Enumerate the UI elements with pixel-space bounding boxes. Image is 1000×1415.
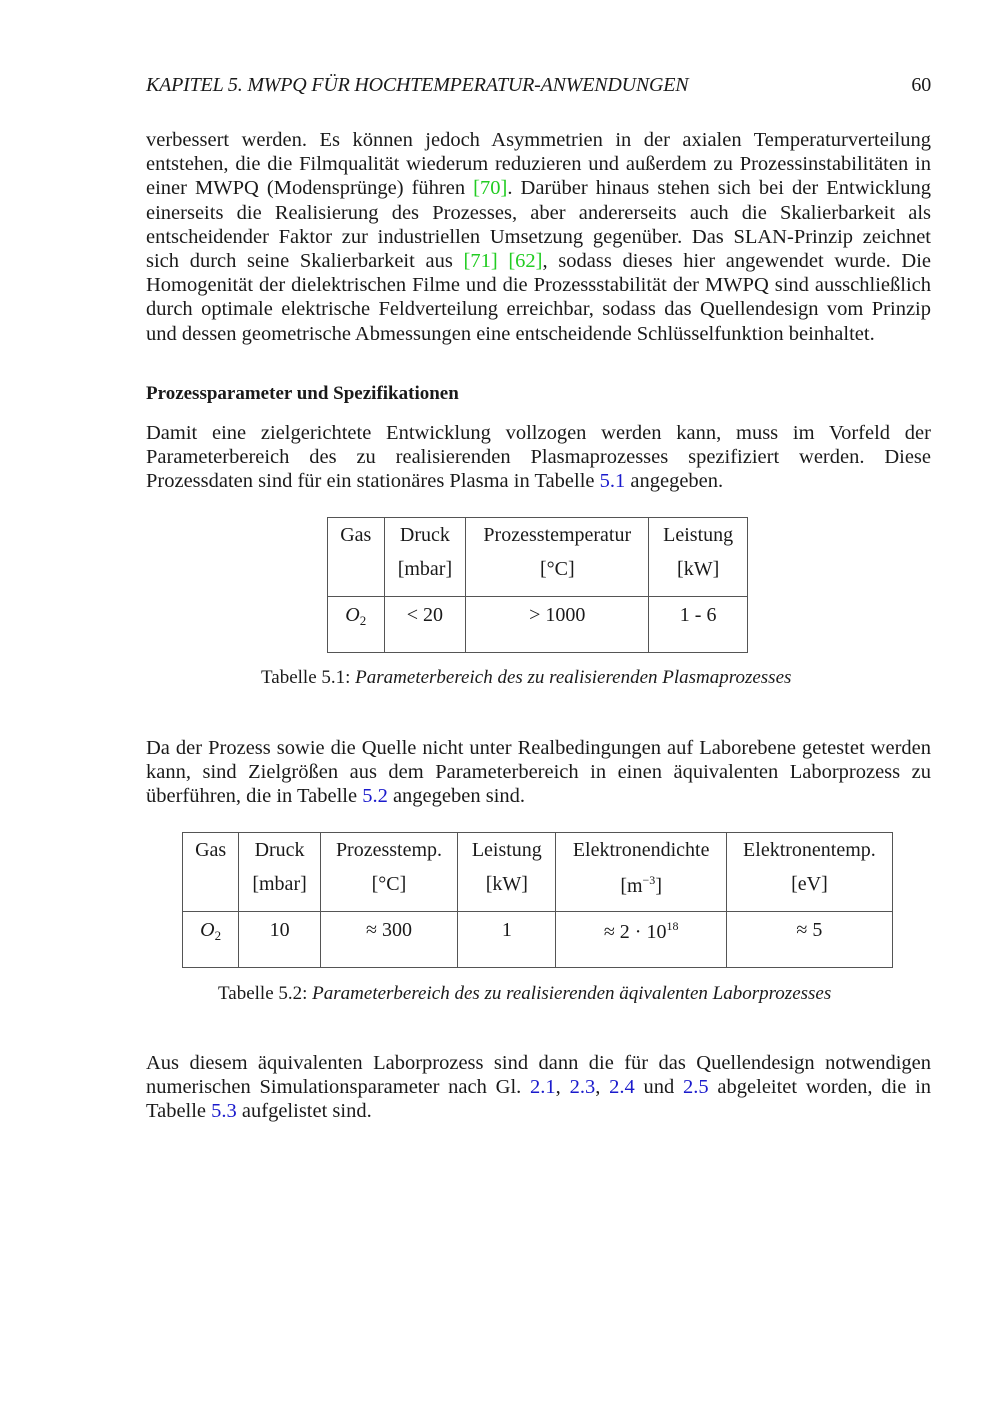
table-reference-link[interactable]: 5.3 xyxy=(211,1100,237,1123)
unit-cell xyxy=(556,869,726,912)
table-unit-row xyxy=(328,554,748,597)
text: angegeben sind. xyxy=(387,785,526,808)
density-exponent: 18 xyxy=(666,919,679,933)
paragraph-2 xyxy=(146,421,931,494)
citation-link[interactable]: [71] xyxy=(463,250,498,273)
gas-subscript: 2 xyxy=(214,928,222,943)
unit-exponent: −3 xyxy=(642,873,656,887)
electron-density-cell xyxy=(556,912,726,968)
pressure-cell: 10 xyxy=(239,912,321,968)
unit-cell xyxy=(183,869,239,912)
caption-label: Tabelle 5.2: xyxy=(218,983,308,1004)
caption-text: Parameterbereich des zu realisierenden Plasmaprozesses xyxy=(355,667,792,688)
table-5-2-caption xyxy=(218,983,831,1005)
unit-text: ] xyxy=(655,875,662,897)
column-header: Druck xyxy=(239,833,321,870)
gas-symbol: O xyxy=(345,604,360,626)
column-header: Leistung xyxy=(458,833,556,870)
paragraph-1 xyxy=(146,128,931,346)
column-header: Druck xyxy=(384,518,466,555)
density-value: ≈ 2 · 10 xyxy=(603,921,667,943)
equation-reference-link[interactable]: 2.3 xyxy=(569,1076,596,1099)
column-header: Gas xyxy=(183,833,239,870)
gas-cell xyxy=(183,912,239,968)
caption-text: Parameterbereich des zu realisierenden äqivalenten Laborprozesses xyxy=(312,983,832,1004)
table-row xyxy=(183,912,893,968)
text: verbessert werden. Es können jedoch Asymmetrien in der axialen Temperaturverteilung entstehen, die die Filmqualität wiederum reduzieren und außerdem zu Prozessinstabilitäten in einer MWPQ (Modensprünge) führen xyxy=(146,129,931,200)
text: und xyxy=(634,1076,684,1099)
section-heading: Prozessparameter und Spezifikationen xyxy=(146,383,459,404)
unit-cell: [°C] xyxy=(466,554,649,597)
citation-link[interactable]: [62] xyxy=(508,250,543,273)
gas-cell xyxy=(328,597,385,653)
table-5-1-caption xyxy=(261,667,791,689)
citation-link[interactable]: [70] xyxy=(473,177,508,200)
power-cell: 1 - 6 xyxy=(649,597,748,653)
text: , xyxy=(555,1076,570,1099)
unit-cell: [°C] xyxy=(320,869,457,912)
unit-cell: [mbar] xyxy=(239,869,321,912)
table-reference-link[interactable]: 5.2 xyxy=(362,785,388,808)
equation-reference-link[interactable]: 2.5 xyxy=(683,1076,709,1099)
unit-cell: [mbar] xyxy=(384,554,466,597)
gas-symbol: O xyxy=(200,919,215,941)
paragraph-4 xyxy=(146,1051,931,1124)
temperature-cell: > 1000 xyxy=(466,597,649,653)
unit-text: [m xyxy=(620,875,643,897)
column-header: Elektronentemp. xyxy=(726,833,892,870)
running-header xyxy=(146,74,931,100)
text: , xyxy=(595,1076,610,1099)
text: Da der Prozess sowie die Quelle nicht unter Realbedingungen auf Laborebene getestet werden kann, sind Zielgrößen aus dem Parameterbereich in einen äquivalenten Laborprozess zu überführen, die in Tabelle xyxy=(146,737,931,808)
table-5-1 xyxy=(327,517,748,653)
text: Aus diesem äquivalenten Laborprozess sind dann die für das Quellendesign notwendigen numerischen Simulationsparameter nach Gl. xyxy=(146,1052,931,1099)
column-header: Prozesstemp. xyxy=(320,833,457,870)
table-header-row xyxy=(328,518,748,555)
paragraph-3 xyxy=(146,736,931,809)
table-5-2 xyxy=(182,832,893,968)
column-header: Elektronendichte xyxy=(556,833,726,870)
table-header-row xyxy=(183,833,893,870)
electron-temperature-cell: ≈ 5 xyxy=(726,912,892,968)
unit-cell: [kW] xyxy=(649,554,748,597)
text: aufgelistet sind. xyxy=(236,1100,372,1123)
table-reference-link[interactable]: 5.1 xyxy=(599,470,626,493)
unit-cell xyxy=(328,554,385,597)
chapter-title: KAPITEL 5. MWPQ FÜR HOCHTEMPERATUR-ANWENDUNGEN xyxy=(146,74,689,96)
page-number: 60 xyxy=(911,74,931,96)
text: angegeben. xyxy=(625,470,724,493)
power-cell: 1 xyxy=(458,912,556,968)
text: Damit eine zielgerichtete Entwicklung vollzogen werden kann, muss im Vorfeld der Parameterbereich des zu realisierenden Plasmaprozesses spezifiziert werden. Diese Prozessdaten sind für ein stationäres Plasma in Tabelle xyxy=(146,422,931,493)
temperature-cell: ≈ 300 xyxy=(320,912,457,968)
caption-label: Tabelle 5.1: xyxy=(261,667,351,688)
unit-cell: [eV] xyxy=(726,869,892,912)
column-header: Leistung xyxy=(649,518,748,555)
text: abgeleitet worden, die in Tabelle xyxy=(146,1076,932,1123)
table-unit-row xyxy=(183,869,893,912)
text: , sodass dieses hier angewendet wurde. Die Homogenität der dielektrischen Filme und die Prozessstabilität der MWPQ sind ausschließlich durch optimale elektrische Feldverteilung erreichbar, sodass das Quellendesign vom Prinzip und dessen geometrische Abmessungen eine entscheidende Schlüsselfunktion beinhaltet. xyxy=(146,250,931,345)
equation-reference-link[interactable]: 2.1 xyxy=(530,1076,556,1099)
gas-subscript: 2 xyxy=(359,613,367,628)
equation-reference-link[interactable]: 2.4 xyxy=(609,1076,635,1099)
unit-cell: [kW] xyxy=(458,869,556,912)
column-header: Prozesstemperatur xyxy=(466,518,649,555)
column-header: Gas xyxy=(328,518,385,555)
table-row xyxy=(328,597,748,653)
pressure-cell: < 20 xyxy=(384,597,466,653)
text: . Darüber hinaus stehen sich bei der Entwicklung einerseits die Realisierung des Prozesses, aber andererseits auch die Skalierbarkeit als entscheidender Faktor zur industriellen Umsetzung gegenüber. Das SLAN-Prinzip zeichnet sich durch seine Skalierbarkeit aus xyxy=(146,177,931,273)
